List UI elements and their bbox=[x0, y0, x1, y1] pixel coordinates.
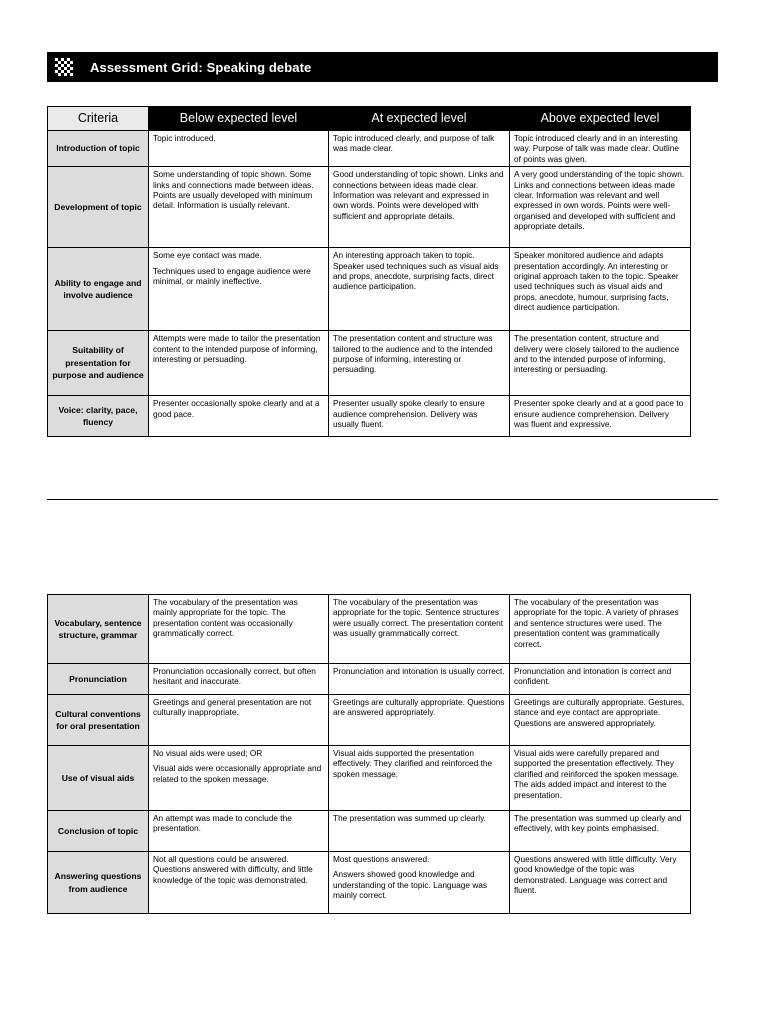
table-row bbox=[48, 131, 691, 167]
at-level-cell bbox=[329, 396, 510, 437]
descriptor-text: Questions answered with little difficulty. Very good knowledge of the topic was demonstrated. Language was correct and fluent. bbox=[514, 854, 677, 896]
descriptor-text: A very good understanding of the topic shown. Links and connections between ideas made clear. Information was relevant and well expressed in own words. Points were well-organised and developed with sufficient and appropriate details. bbox=[514, 169, 685, 232]
descriptor-text: Presenter spoke clearly and at a good pace to ensure audience comprehension. Delivery was fluent and expressive. bbox=[514, 398, 684, 430]
table-row bbox=[48, 746, 691, 811]
page-title: Assessment Grid: Speaking debate bbox=[90, 59, 312, 75]
descriptor-text: No visual aids were used; OR bbox=[153, 748, 263, 758]
below-level-cell bbox=[149, 396, 329, 437]
at-level-cell bbox=[329, 852, 510, 914]
descriptor-text: The presentation content and structure was tailored to the audience and to the intended purpose of informing, interesting or persuading. bbox=[333, 333, 493, 375]
criterion-cell: Introduction of topic bbox=[48, 131, 149, 167]
below-level-cell bbox=[149, 595, 329, 664]
descriptor-text: Most questions answered. bbox=[333, 854, 430, 864]
table-row bbox=[48, 811, 691, 852]
descriptor-text: Attempts were made to tailor the presentation content to the intended purpose of informing, interesting or persuading. bbox=[153, 333, 321, 365]
assessment-table-2 bbox=[47, 594, 691, 914]
descriptor-text: Good understanding of topic shown. Links and connections between ideas made clear. Information was relevant and expressed in own words. Points were developed with sufficient and appropriate details. bbox=[333, 169, 504, 221]
descriptor-text: Topic introduced clearly and in an interesting way. Purpose of talk was made clear. Outline of points was given. bbox=[514, 133, 679, 164]
above-level-cell bbox=[510, 595, 691, 664]
above-level-cell bbox=[510, 664, 691, 695]
table-row bbox=[48, 248, 691, 331]
criterion-cell: Conclusion of topic bbox=[48, 811, 149, 852]
descriptor-text: Greetings are culturally appropriate. Questions are answered appropriately. bbox=[333, 697, 505, 718]
table-row bbox=[48, 167, 691, 248]
above-level-cell bbox=[510, 331, 691, 396]
below-level-cell bbox=[149, 331, 329, 396]
descriptor-text: The presentation content, structure and delivery were closely tailored to the audience and to the intended purpose of informing, interesting or persuading. bbox=[514, 333, 680, 375]
checkered-flag-icon bbox=[55, 58, 73, 76]
below-level-cell bbox=[149, 811, 329, 852]
descriptor-text: Greetings are culturally appropriate. Gestures, stance and eye contact are appropriate. Questions are answered appropriately. bbox=[514, 697, 685, 728]
table-row bbox=[48, 331, 691, 396]
descriptor-text: The vocabulary of the presentation was appropriate for the topic. A variety of phrases and sentence structures were used. The presentation content was grammatically correct. bbox=[514, 597, 679, 649]
descriptor-text: Presenter usually spoke clearly to ensure audience comprehension. Delivery was usually fluent. bbox=[333, 398, 485, 430]
page-divider bbox=[47, 499, 718, 500]
descriptor-text: Pronunciation and intonation is correct and confident. bbox=[514, 666, 672, 687]
descriptor-text: The vocabulary of the presentation was appropriate for the topic. Sentence structures were usually correct. The presentation content was usually grammatically correct. bbox=[333, 597, 504, 639]
descriptor-text: Answers showed good knowledge and understanding of the topic. Language was mainly correct. bbox=[333, 869, 488, 901]
below-level-cell bbox=[149, 131, 329, 167]
above-level-cell bbox=[510, 396, 691, 437]
below-level-cell bbox=[149, 664, 329, 695]
title-banner bbox=[47, 52, 718, 82]
table-row bbox=[48, 852, 691, 914]
at-level-cell bbox=[329, 746, 510, 811]
below-level-cell bbox=[149, 167, 329, 248]
table-row bbox=[48, 664, 691, 695]
above-level-cell bbox=[510, 695, 691, 746]
criterion-cell: Cultural conventions for oral presentation bbox=[48, 695, 149, 746]
descriptor-text: Visual aids supported the presentation effectively. They clarified and reinforced the spoken message. bbox=[333, 748, 493, 779]
table-row bbox=[48, 595, 691, 664]
descriptor-text: Not all questions could be answered. Questions answered with difficulty, and little knowledge of the topic was demonstrated. bbox=[153, 854, 313, 885]
criterion-cell: Suitability of presentation for purpose and audience bbox=[48, 331, 149, 396]
at-expected-header: At expected level bbox=[329, 107, 510, 131]
at-level-cell bbox=[329, 595, 510, 664]
above-level-cell bbox=[510, 852, 691, 914]
descriptor-text: The vocabulary of the presentation was mainly appropriate for the topic. The presentation content was occasionally grammatically correct. bbox=[153, 597, 298, 639]
descriptor-text: The presentation was summed up clearly and effectively, with key points emphasised. bbox=[514, 813, 682, 834]
descriptor-text: Pronunciation occasionally correct, but often hesitant and inaccurate. bbox=[153, 666, 316, 687]
criterion-cell: Ability to engage and involve audience bbox=[48, 248, 149, 331]
at-level-cell bbox=[329, 167, 510, 248]
above-level-cell bbox=[510, 167, 691, 248]
descriptor-text: Topic introduced. bbox=[153, 133, 216, 143]
descriptor-text: The presentation was summed up clearly. bbox=[333, 813, 486, 823]
above-level-cell bbox=[510, 248, 691, 331]
criterion-cell: Use of visual aids bbox=[48, 746, 149, 811]
descriptor-text: Greetings and general presentation are not culturally inappropriate. bbox=[153, 697, 312, 718]
criteria-header: Criteria bbox=[48, 107, 149, 131]
descriptor-text: Presenter occasionally spoke clearly and at a good pace. bbox=[153, 398, 320, 419]
descriptor-text: Speaker monitored audience and adapts presentation accordingly. An interesting or original approach taken to the topic. Speaker used techniques such as visual aids and props, anecdote, humour, surprising facts, direct audience participation. bbox=[514, 250, 679, 313]
criterion-cell: Voice: clarity, pace, fluency bbox=[48, 396, 149, 437]
at-level-cell bbox=[329, 331, 510, 396]
above-level-cell bbox=[510, 746, 691, 811]
at-level-cell bbox=[329, 248, 510, 331]
descriptor-text: An interesting approach taken to topic. Speaker used techniques such as visual aids and props, anecdote, surprising facts, direct audience participation. bbox=[333, 250, 499, 292]
above-level-cell bbox=[510, 811, 691, 852]
criterion-cell: Answering questions from audience bbox=[48, 852, 149, 914]
descriptor-text: Pronunciation and intonation is usually correct. bbox=[333, 666, 505, 676]
below-expected-header: Below expected level bbox=[149, 107, 329, 131]
descriptor-text: An attempt was made to conclude the presentation. bbox=[153, 813, 292, 834]
table-row bbox=[48, 695, 691, 746]
above-level-cell bbox=[510, 131, 691, 167]
descriptor-text: Some eye contact was made. bbox=[153, 250, 262, 261]
criterion-cell: Vocabulary, sentence structure, grammar bbox=[48, 595, 149, 664]
criterion-cell: Development of topic bbox=[48, 167, 149, 248]
at-level-cell bbox=[329, 695, 510, 746]
at-level-cell bbox=[329, 131, 510, 167]
below-level-cell bbox=[149, 695, 329, 746]
descriptor-text: Some understanding of topic shown. Some links and connections made between ideas. Points are usually developed with minimum detail. Information is usually relevant. bbox=[153, 169, 314, 211]
descriptor-text: Visual aids were occasionally appropriate and related to the spoken message. bbox=[153, 763, 322, 784]
table-body-2 bbox=[48, 595, 691, 914]
descriptor-text: Visual aids were carefully prepared and supported the presentation effectively. They clarified and reinforced the spoken message. The aids added impact and interest to the presentation. bbox=[514, 748, 680, 800]
at-level-cell bbox=[329, 664, 510, 695]
table-header-row bbox=[48, 107, 691, 131]
table-row bbox=[48, 396, 691, 437]
descriptor-text: Techniques used to engage audience were minimal, or mainly ineffective. bbox=[153, 265, 311, 287]
table-body-1 bbox=[48, 131, 691, 437]
above-expected-header: Above expected level bbox=[510, 107, 691, 131]
assessment-table-1 bbox=[47, 106, 691, 437]
at-level-cell bbox=[329, 811, 510, 852]
below-level-cell bbox=[149, 852, 329, 914]
below-level-cell bbox=[149, 248, 329, 331]
criterion-cell: Pronunciation bbox=[48, 664, 149, 695]
descriptor-text: Topic introduced clearly, and purpose of talk was made clear. bbox=[333, 133, 495, 154]
below-level-cell bbox=[149, 746, 329, 811]
